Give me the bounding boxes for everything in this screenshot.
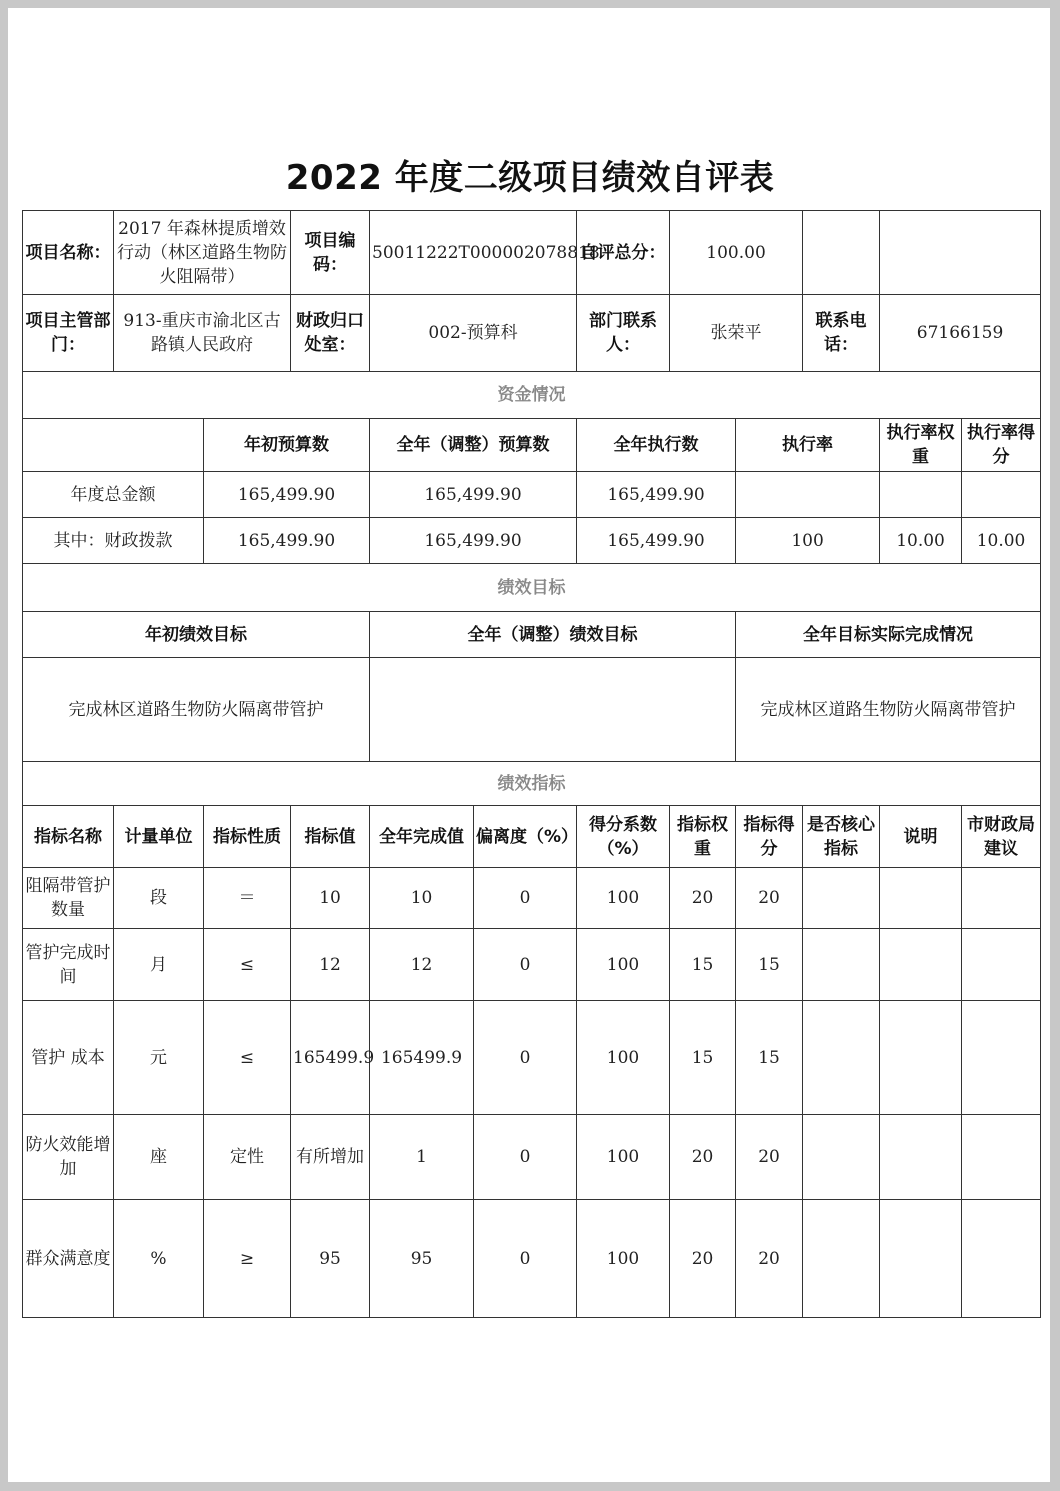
indicators-section-title: 绩效指标 — [23, 762, 1041, 806]
goals-header-initial: 年初绩效目标 — [23, 612, 370, 658]
ind-target: 95 — [291, 1200, 370, 1318]
ind-unit: 元 — [114, 1001, 204, 1115]
ind-target: 10 — [291, 868, 370, 929]
ind-nature: ≤ — [204, 929, 291, 1001]
ind-unit: 座 — [114, 1115, 204, 1200]
ind-weight: 20 — [670, 1115, 736, 1200]
goals-actual: 完成林区道路生物防火隔离带管护 — [736, 658, 1041, 762]
ind-note — [880, 1001, 962, 1115]
blank-cell — [23, 419, 204, 472]
ind-name: 群众满意度 — [23, 1200, 114, 1318]
funds-header-rate: 执行率 — [736, 419, 880, 472]
ind-deviation: 0 — [474, 1001, 577, 1115]
funds-cell-weight: 10.00 — [880, 518, 962, 564]
funds-header-adjusted: 全年（调整）预算数 — [370, 419, 577, 472]
finance-office-label: 财政归口处室： — [291, 295, 370, 372]
goals-header-actual: 全年目标实际完成情况 — [736, 612, 1041, 658]
ind-note — [880, 929, 962, 1001]
ind-weight: 20 — [670, 868, 736, 929]
ind-nature: ≥ — [204, 1200, 291, 1318]
ind-unit: 月 — [114, 929, 204, 1001]
ind-advice — [962, 1200, 1041, 1318]
ind-name: 阻隔带管护数量 — [23, 868, 114, 929]
funds-header-score: 执行率得分 — [962, 419, 1041, 472]
ind-actual: 10 — [370, 868, 474, 929]
ind-core — [803, 1115, 880, 1200]
ind-header-name: 指标名称 — [23, 806, 114, 868]
funds-header-initial: 年初预算数 — [204, 419, 370, 472]
ind-unit: % — [114, 1200, 204, 1318]
ind-score: 20 — [736, 868, 803, 929]
contact-label: 部门联系人： — [577, 295, 670, 372]
ind-header-unit: 计量单位 — [114, 806, 204, 868]
ind-header-target: 指标值 — [291, 806, 370, 868]
ind-coef: 100 — [577, 1001, 670, 1115]
ind-coef: 100 — [577, 1115, 670, 1200]
ind-header-actual: 全年完成值 — [370, 806, 474, 868]
ind-weight: 20 — [670, 1200, 736, 1318]
ind-unit: 段 — [114, 868, 204, 929]
ind-note — [880, 1200, 962, 1318]
ind-coef: 100 — [577, 868, 670, 929]
ind-advice — [962, 868, 1041, 929]
ind-header-nature: 指标性质 — [204, 806, 291, 868]
ind-core — [803, 929, 880, 1001]
ind-score: 15 — [736, 929, 803, 1001]
funds-cell-executed: 165,499.90 — [577, 518, 736, 564]
ind-header-note: 说明 — [880, 806, 962, 868]
ind-core — [803, 1001, 880, 1115]
ind-note — [880, 868, 962, 929]
finance-office: 002-预算科 — [370, 295, 577, 372]
funds-cell-adjusted: 165,499.90 — [370, 518, 577, 564]
funds-cell-initial: 165,499.90 — [204, 518, 370, 564]
dept: 913-重庆市渝北区古路镇人民政府 — [114, 295, 291, 372]
ind-target: 165499.9 — [291, 1001, 370, 1115]
ind-header-core: 是否核心指标 — [803, 806, 880, 868]
ind-core — [803, 868, 880, 929]
ind-nature: ≤ — [204, 1001, 291, 1115]
funds-cell-rate — [736, 472, 880, 518]
funds-section-title: 资金情况 — [23, 372, 1041, 419]
ind-note — [880, 1115, 962, 1200]
funds-cell-weight — [880, 472, 962, 518]
ind-core — [803, 1200, 880, 1318]
phone: 67166159 — [880, 295, 1041, 372]
goals-section-title: 绩效目标 — [23, 564, 1041, 612]
ind-advice — [962, 929, 1041, 1001]
ind-deviation: 0 — [474, 1200, 577, 1318]
ind-nature: ＝ — [204, 868, 291, 929]
ind-name: 管护 成本 — [23, 1001, 114, 1115]
ind-advice — [962, 1001, 1041, 1115]
total-score: 100.00 — [670, 211, 803, 295]
ind-actual: 12 — [370, 929, 474, 1001]
ind-score: 20 — [736, 1200, 803, 1318]
project-code: 50011222T000002078818 — [370, 211, 577, 295]
blank-cell — [803, 211, 880, 295]
goals-header-adjusted: 全年（调整）绩效目标 — [370, 612, 736, 658]
funds-cell-adjusted: 165,499.90 — [370, 472, 577, 518]
dept-label: 项目主管部门： — [23, 295, 114, 372]
goals-adjusted — [370, 658, 736, 762]
goals-initial: 完成林区道路生物防火隔离带管护 — [23, 658, 370, 762]
phone-label: 联系电话： — [803, 295, 880, 372]
ind-advice — [962, 1115, 1041, 1200]
funds-cell-initial: 165,499.90 — [204, 472, 370, 518]
ind-deviation: 0 — [474, 1115, 577, 1200]
project-code-label: 项目编码： — [291, 211, 370, 295]
ind-header-coef: 得分系数（%） — [577, 806, 670, 868]
ind-header-advice: 市财政局建议 — [962, 806, 1041, 868]
ind-header-deviation: 偏离度（%） — [474, 806, 577, 868]
ind-coef: 100 — [577, 929, 670, 1001]
ind-target: 有所增加 — [291, 1115, 370, 1200]
project-name-label: 项目名称： — [23, 211, 114, 295]
page-title: 2022 年度二级项目绩效自评表 — [285, 158, 775, 198]
contact: 张荣平 — [670, 295, 803, 372]
ind-actual: 165499.9 — [370, 1001, 474, 1115]
ind-name: 防火效能增加 — [23, 1115, 114, 1200]
ind-header-score: 指标得分 — [736, 806, 803, 868]
funds-cell-score: 10.00 — [962, 518, 1041, 564]
ind-actual: 95 — [370, 1200, 474, 1318]
funds-row-label: 其中：财政拨款 — [23, 518, 204, 564]
funds-row-label: 年度总金额 — [23, 472, 204, 518]
ind-weight: 15 — [670, 929, 736, 1001]
ind-deviation: 0 — [474, 929, 577, 1001]
funds-cell-rate: 100 — [736, 518, 880, 564]
ind-weight: 15 — [670, 1001, 736, 1115]
evaluation-table — [22, 210, 1041, 1318]
ind-target: 12 — [291, 929, 370, 1001]
ind-name: 管护完成时间 — [23, 929, 114, 1001]
ind-coef: 100 — [577, 1200, 670, 1318]
ind-score: 15 — [736, 1001, 803, 1115]
ind-score: 20 — [736, 1115, 803, 1200]
ind-header-weight: 指标权重 — [670, 806, 736, 868]
funds-cell-score — [962, 472, 1041, 518]
blank-cell — [880, 211, 1041, 295]
funds-header-weight: 执行率权重 — [880, 419, 962, 472]
funds-cell-executed: 165,499.90 — [577, 472, 736, 518]
ind-deviation: 0 — [474, 868, 577, 929]
project-name: 2017 年森林提质增效行动（林区道路生物防火阻隔带） — [114, 211, 291, 295]
total-score-label: 自评总分： — [577, 211, 670, 295]
ind-actual: 1 — [370, 1115, 474, 1200]
ind-nature: 定性 — [204, 1115, 291, 1200]
funds-header-executed: 全年执行数 — [577, 419, 736, 472]
